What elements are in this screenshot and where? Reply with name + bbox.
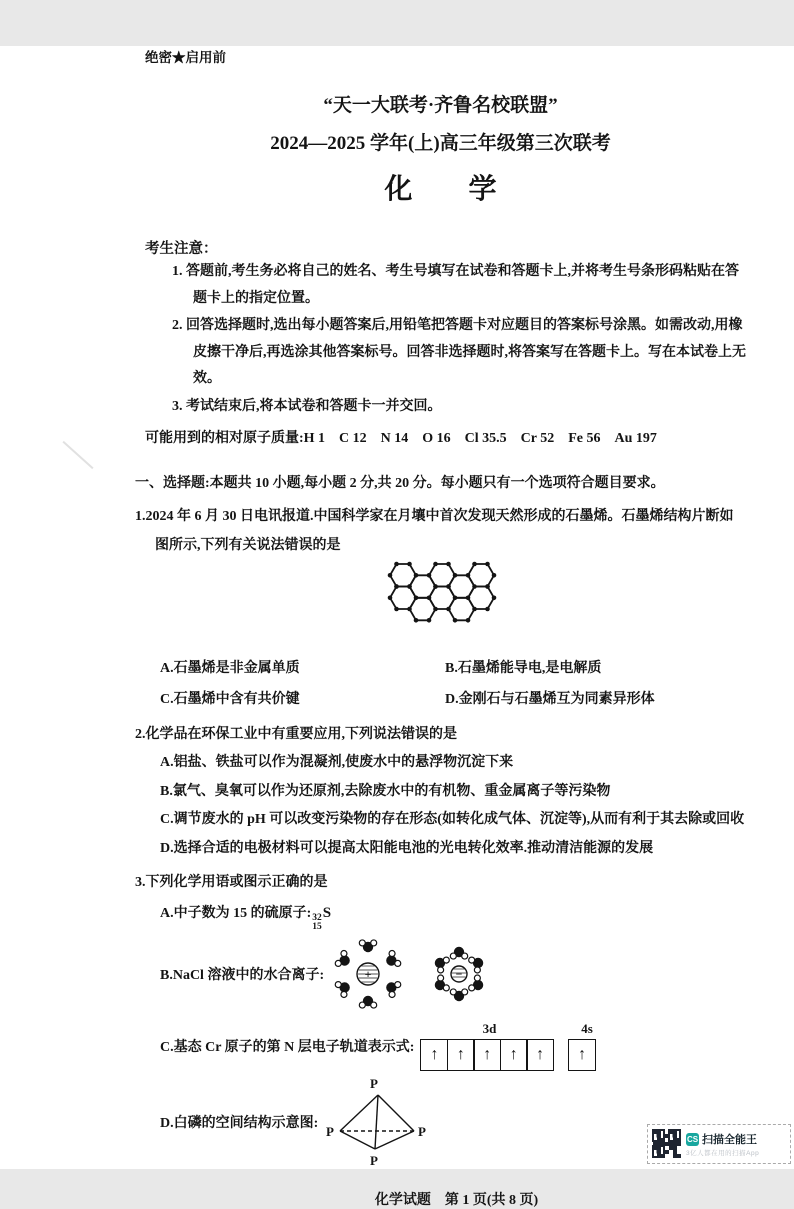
notice-item-3: 3. 考试结束后,将本试卷和答题卡一并交回。 [172,398,442,414]
graphene-structure-figure [390,564,746,651]
hydrated-anion-icon [424,939,494,1009]
q2-option-d: D.选择合适的电极材料可以提高太阳能电池的光电转化效率.推动清洁能源的发展 [160,840,654,856]
p-label-top: P [370,1076,379,1091]
q3-option-c-text: C.基态 Cr 原子的第 N 层电子轨道表示式: [160,1040,415,1055]
exam-title: 2024—2025 学年(上)高三年级第三次联考 [270,133,611,154]
white-phosphorus-structure-icon [318,1075,430,1169]
league-title: “天一大联考·齐鲁名校联盟” [323,95,558,116]
question-1-stem: 1.2024 年 6 月 30 日电讯报道.中国科学家在月壤中首次发现天然形成的石墨烯。石墨烯结构片断如图所示,下列有关说法错误的是 [135,509,734,553]
orbital-box: ↑ [500,1039,528,1071]
isotope-symbol: S [322,905,332,921]
camscanner-app-name: 扫描全能王 [702,1134,757,1146]
q3-option-a-text: A.中子数为 15 的硫原子: [160,906,312,921]
isotope-atomic-number: 15 [312,922,322,932]
graphene-lattice-icon [390,564,522,646]
orbital-boxes [420,1039,601,1071]
notice-heading: 考生注意： [145,241,218,257]
q2-option-a: A.铝盐、铁盐可以作为混凝剂,使废水中的悬浮物沉淀下来 [160,755,514,770]
hydrated-cation-icon [328,935,408,1013]
q3-option-a [160,900,746,932]
orbital-diagram [420,1021,601,1071]
q1-option-a: A.石墨烯是非金属单质 [160,661,300,676]
orbital-label-4s: 4s [581,1021,593,1036]
p-label-bottom: P [370,1153,379,1168]
page-footer: 化学试题 第 1 页(共 8 页) [374,1193,539,1208]
camscanner-text [686,1131,759,1157]
orbital-box: ↑ [420,1039,448,1071]
camscanner-badge [647,1124,791,1164]
q3-option-c [160,1021,746,1071]
q3-option-b-text: B.NaCl 溶液中的水合离子: [160,968,325,983]
p-label-right: P [418,1124,427,1139]
subject-title: 化 学 [384,174,511,205]
q2-option-b: B.氯气、臭氧可以作为还原剂,去除废水中的有机物、重金属离子等污染物 [160,783,611,799]
camscanner-tagline: 3亿人都在用的扫描App [686,1150,760,1157]
p-label-left: P [326,1124,335,1139]
orbital-box-4s: ↑ [568,1039,596,1071]
svg-text:+: + [364,967,372,981]
q1-option-b: B.石墨烯能导电,是电解质 [445,661,602,676]
orbital-box: ↑ [526,1039,554,1071]
camscanner-logo-icon: CS [686,1134,699,1144]
q1-option-d: D.金刚石与石墨烯互为同素异形体 [445,692,655,707]
question-2-stem: 2.化学品在环保工业中有重要应用,下列说法错误的是 [135,727,457,742]
orbital-label-3d: 3d [482,1021,497,1036]
atomic-masses-line: 可能用到的相对原子质量:H 1 C 12 N 14 O 16 Cl 35.5 Cr 52 Fe 56 Au 197 [145,431,657,446]
orbital-box: ↑ [473,1039,501,1071]
svg-text:−: − [455,967,463,981]
qr-code-icon [653,1130,681,1158]
question-1-options-row-2 [160,684,746,715]
isotope-mass-number: 32 [312,913,322,923]
question-3-stem: 3.下列化学用语或图示正确的是 [135,875,328,890]
section-one-heading: 一、选择题:本题共 10 小题,每小题 2 分,共 20 分。每小题只有一个选项符合题目要求。 [135,476,665,491]
q3-option-b [160,935,746,1013]
orbital-labels [420,1021,601,1037]
question-1-options-row-1 [160,653,746,684]
secrecy-label: 绝密★启用前 [145,50,226,65]
q2-option-c: C.调节废水的 pH 可以改变污染物的存在形态(如转化成气体、沉淀等),从而有利于其去除或回收 [160,812,745,827]
q1-option-c: C.石墨烯中含有共价键 [160,692,300,707]
notice-item-1: 1. 答题前,考生务必将自己的姓名、考生号填写在试卷和答题卡上,并将考生号条形码粘贴在答题卡上的指定位置。 [172,264,739,306]
exam-paper-page [0,46,794,1208]
notice-item-2: 2. 回答选择题时,选出每小题答案后,用铅笔把答题卡对应题目的答案标号涂黑。如需改动,用橡皮擦干净后,再选涂其他答案标号。回答非选择题时,将答案写在答题卡上。写在本试卷上无效。 [172,318,746,386]
isotope-notation [312,914,322,932]
orbital-box: ↑ [447,1039,475,1071]
q3-option-d-text: D.白磷的空间结构示意图: [160,1116,319,1131]
